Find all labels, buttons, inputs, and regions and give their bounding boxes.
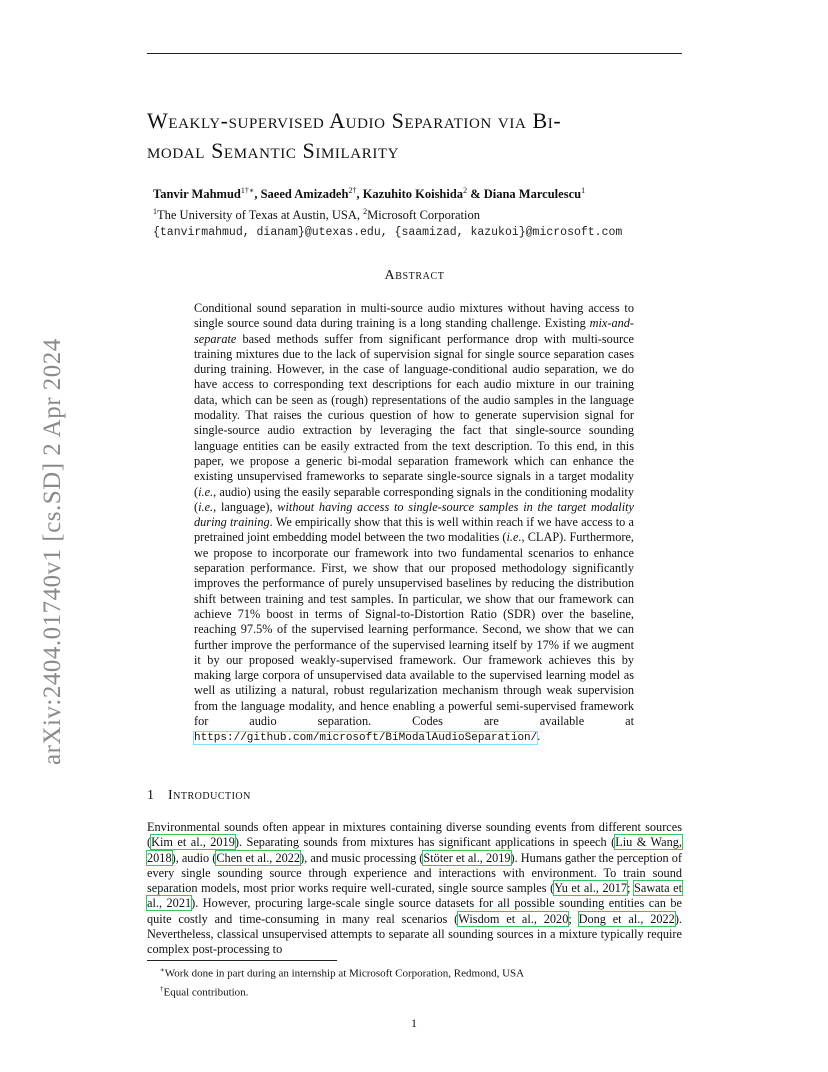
abstract-text <box>194 301 634 747</box>
intro-text: ; <box>568 911 579 926</box>
citation-link[interactable]: Dong et al., 2022 <box>578 911 675 926</box>
footnote-1 <box>160 963 680 982</box>
intro-text: ), and music processing ( <box>300 850 424 865</box>
abstract-emphasis: i.e. <box>198 499 214 514</box>
abstract-part: . We empirically show that this is well within reach if we have access to a pretrained joint embedding model between the two modalities ( <box>194 515 634 545</box>
author-2-sup: 2† <box>348 186 357 195</box>
page-number: 1 <box>411 1016 417 1030</box>
intro-text: ). Nevertheless, classical unsupervised attempts to separate all sounding sources in a mixture typically require complex post-processing to <box>147 911 682 957</box>
affiliations <box>153 203 673 224</box>
intro-text: ; <box>627 881 635 896</box>
citation-link[interactable]: Liu & Wang, 2018 <box>147 835 683 865</box>
author-1: Tanvir Mahmud <box>153 187 241 202</box>
abstract-part: Conditional sound separation in multi-source audio mixtures without having access to single source sound data during training is a long standing challenge. Existing <box>194 301 634 331</box>
abstract-emphasis: i.e. <box>198 484 214 499</box>
citation-link[interactable]: Chen et al., 2022 <box>216 850 301 865</box>
section-title: Introduction <box>168 788 251 803</box>
affiliation-1: The University of Texas at Austin, USA, <box>157 208 361 223</box>
author-4: Diana Marculescu <box>483 187 582 202</box>
footnote-1-mark: ∗ <box>160 966 165 974</box>
author-4-sup: 1 <box>581 186 586 195</box>
paper-title <box>147 106 692 166</box>
citation-link[interactable]: Stöter et al., 2019 <box>423 850 511 865</box>
abstract-emphasis: mix-and-separate <box>194 316 634 346</box>
author-3: Kazuhito Koishida <box>362 187 464 202</box>
footnotes <box>160 963 680 1000</box>
section-heading <box>147 788 251 804</box>
footnote-rule <box>147 960 337 961</box>
citation-link[interactable]: Yu et al., 2017 <box>554 881 628 896</box>
intro-text: ). Separating sounds from mixtures has significant applications in speech ( <box>234 835 616 850</box>
citation-link[interactable]: Sawata et al., 2021 <box>147 881 682 911</box>
author-names: Tanvir Mahmud$^{1\dagger∗}$, Saeed Amizadeh$^{2\dagger}$, Kazuhito Koishida$^2$ & Diana Marculescu$^1$ <box>153 186 586 202</box>
intro-paragraph <box>147 820 682 958</box>
abstract-part: . <box>537 729 541 744</box>
footnote-2-mark: † <box>160 984 164 993</box>
author-emails: {tanvirmahmud, dianam}@utexas.edu, {saamizad, kazukoi}@microsoft.com <box>153 226 623 240</box>
section-number: 1 <box>147 788 154 803</box>
footnote-2 <box>160 982 680 1001</box>
abstract-part: , audio) using the easily separable corresponding signals in the conditioning modality ( <box>194 484 634 514</box>
author-block <box>153 182 673 241</box>
title-line-1: Weakly-supervised Audio Separation via Bi- <box>147 108 562 133</box>
affil-2-sup: 2 <box>363 207 368 217</box>
abstract-emphasis: i.e. <box>506 530 522 545</box>
abstract-part: , CLAP). Furthermore, we propose to incorporate our framework into two fundamental scenarios to enhance separation performance. First, we show that our proposed methodology significantly improves the performance of purely unsupervised baselines by reducing the distribution shift between training and test samples. In particular, we show that our framework can achieve 71% boost in terms of Signal-to-Distortion Ratio (SDR) over the baseline, reaching 97.5% of the supervised learning performance. Second, we show that we can further improve the performance of the supervised learning itself by 17% if we augment it by our proposed weakly-supervised framework. Our framework achieves this by making large corpora of unsupervised data available to the supervised learning model as well as utilizing a natural, robust regularization mechanism through weak supervision from the language modality, and hence enabling a powerful semi-supervised framework for audio separation. Codes are available at <box>194 530 634 729</box>
footnote-2-text: Equal contribution. <box>163 986 249 999</box>
arxiv-stamp: arXiv:2404.01740v1 [cs.SD] 2 Apr 2024 <box>39 338 66 765</box>
title-line-2: modal Semantic Similarity <box>147 138 400 163</box>
author-3-sup: 2 <box>463 186 468 195</box>
affiliation-2: Microsoft Corporation <box>367 208 481 223</box>
intro-text: ). Humans gather the perception of every single sounding source through experience and interactions with environment. To train sound separation models, most prior works require well-curated, single source samples ( <box>147 850 683 896</box>
author-1-sup: 1†∗ <box>240 186 255 195</box>
citation-link[interactable]: Wisdom et al., 2020 <box>458 911 569 926</box>
abstract-part: based methods suffer from significant performance drop with multi-source training mixtures due to the lack of supervision signal for single source separation cases during training. However, in the case of language-conditional audio separation, we do have access to corresponding text descriptions for each audio mixture in our training data, which can be seen as (rough) representations of the audio samples in the language modality. That raises the curious question of how to generate supervision signal for single-source audio extraction by leveraging the fact that single-source sounding language entities can be easily extracted from the text description. To this end, in this paper, we propose a generic bi-modal separation framework which can enhance the existing unsupervised frameworks to separate single-source signals in a target modality ( <box>194 331 634 499</box>
intro-text: ). However, procuring large-scale single source datasets for all possible sounding entities can be quite costly and time-consuming in many real scenarios ( <box>147 896 682 926</box>
abstract-part: , language), <box>213 499 278 514</box>
citation-link[interactable]: Kim et al., 2019 <box>151 835 235 850</box>
abstract-emphasis: without having access to single-source samples in the target modality during training <box>194 499 635 530</box>
code-link[interactable]: https://github.com/microsoft/BiModalAudioSeparation/ <box>194 732 538 745</box>
abstract-heading: Abstract <box>384 268 445 283</box>
author-2: Saeed Amizadeh <box>260 187 349 202</box>
footnote-1-text: Work done in part during an internship at Microsoft Corporation, Redmond, USA <box>164 967 525 980</box>
intro-text: ), audio ( <box>171 850 217 865</box>
affil-1-sup: 1 <box>153 207 157 217</box>
intro-text: Environmental sounds often appear in mixtures containing diverse sounding events from different sources ( <box>147 820 682 850</box>
header-rule <box>147 53 682 54</box>
